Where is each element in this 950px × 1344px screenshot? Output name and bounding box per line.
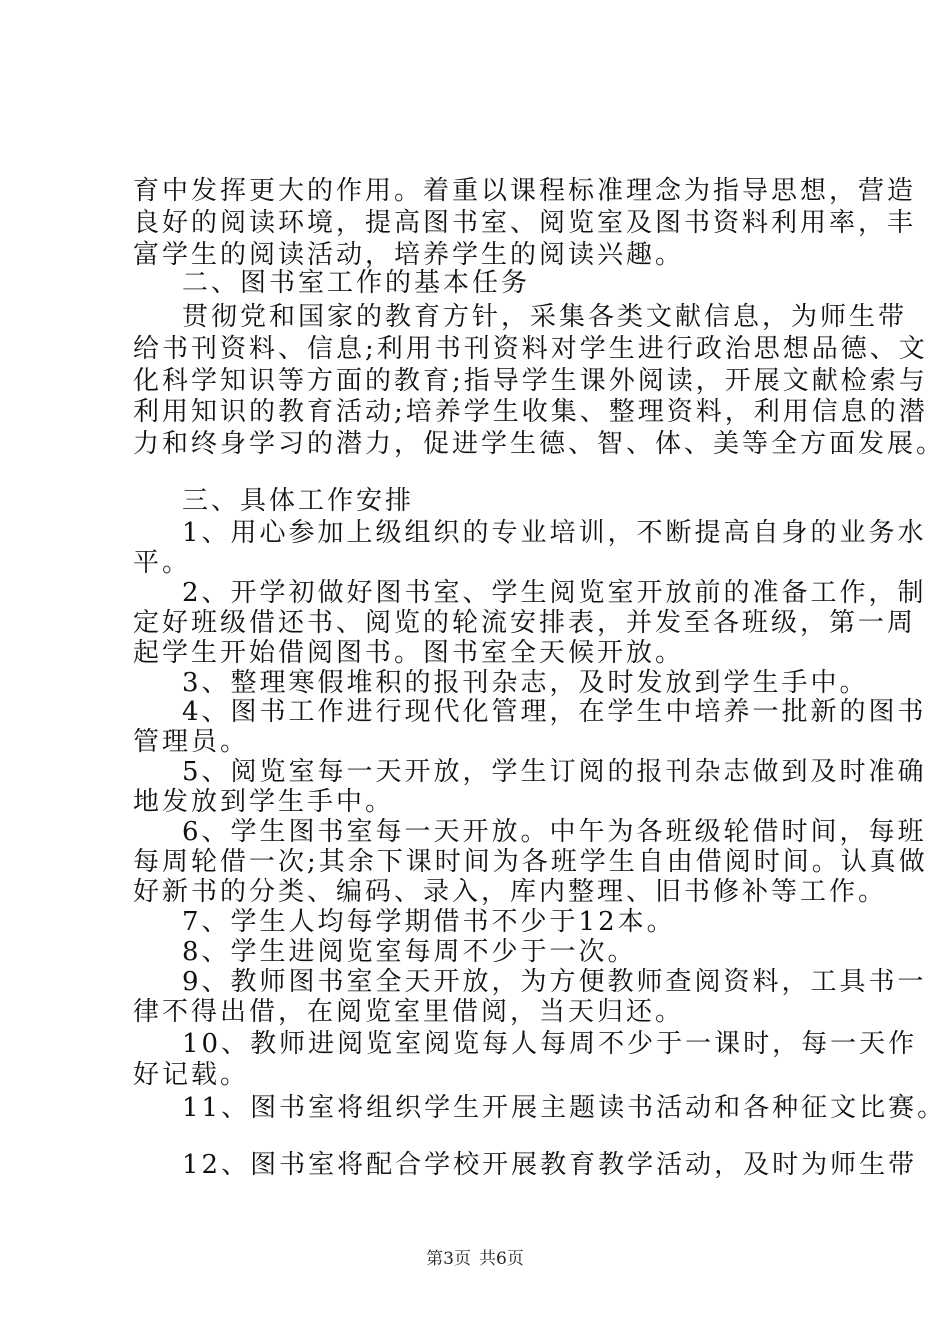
- text-line: 力和终身学习的潜力，促进学生德、智、体、美等全方面发展。: [133, 429, 946, 459]
- section-heading: 三、具体工作安排: [182, 486, 415, 516]
- text-line: 化科学知识等方面的教育;指导学生课外阅读，开展文献检索与: [133, 366, 928, 396]
- text-line: 利用知识的教育活动;培养学生收集、整理资料，利用信息的潜: [133, 397, 928, 427]
- text-line: 5、阅览室每一天开放，学生订阅的报刊杂志做到及时准确: [182, 757, 927, 787]
- text-line: 2、开学初做好图书室、学生阅览室开放前的准备工作，制: [182, 578, 927, 608]
- text-line: 好新书的分类、编码、录入，库内整理、旧书修补等工作。: [133, 877, 888, 907]
- text-line: 好记载。: [133, 1060, 250, 1090]
- text-line: 7、学生人均每学期借书不少于12本。: [182, 907, 676, 937]
- text-line: 每周轮借一次;其余下课时间为各班学生自由借阅时间。认真做: [133, 847, 928, 877]
- text-line: 管理员。: [133, 727, 250, 757]
- text-line: 律不得出借，在阅览室里借阅，当天归还。: [133, 997, 685, 1027]
- text-line: 富学生的阅读活动，培养学生的阅读兴趣。: [133, 240, 685, 270]
- text-line: 给书刊资料、信息;利用书刊资料对学生进行政治思想品德、文: [133, 334, 928, 364]
- page-number: 第3页: [426, 1249, 471, 1269]
- text-line: 起学生开始借阅图书。图书室全天候开放。: [133, 638, 685, 668]
- text-line: 3、整理寒假堆积的报刊杂志，及时发放到学生手中。: [182, 668, 869, 698]
- section-heading: 二、图书室工作的基本任务: [182, 268, 531, 298]
- text-line: 良好的阅读环境，提高图书室、阅览室及图书资料利用率，丰: [133, 208, 917, 238]
- page-total: 共6页: [479, 1249, 524, 1269]
- text-line: 贯彻党和国家的教育方针，采集各类文献信息，为师生带: [182, 302, 908, 332]
- text-line: 12、图书室将配合学校开展教育教学活动，及时为师生带: [182, 1150, 918, 1180]
- text-line: 4、图书工作进行现代化管理，在学生中培养一批新的图书: [182, 697, 927, 727]
- page-footer: [0, 1244, 950, 1269]
- text-line: 育中发挥更大的作用。着重以课程标准理念为指导思想，营造: [133, 176, 917, 206]
- text-line: 地发放到学生手中。: [133, 787, 395, 817]
- text-line: 11、图书室将组织学生开展主题读书活动和各种征文比赛。: [182, 1093, 947, 1123]
- text-line: 定好班级借还书、阅览的轮流安排表，并发至各班级，第一周: [133, 608, 917, 638]
- text-line: 平。: [133, 548, 192, 578]
- text-line: 6、学生图书室每一天开放。中午为各班级轮借时间，每班: [182, 817, 927, 847]
- text-line: 8、学生进阅览室每周不少于一次。: [182, 937, 637, 967]
- text-line: 9、教师图书室全天开放，为方便教师查阅资料，工具书一: [182, 967, 927, 997]
- text-line: 10、教师进阅览室阅览每人每周不少于一课时，每一天作: [182, 1029, 918, 1059]
- text-line: 1、用心参加上级组织的专业培训，不断提高自身的业务水: [182, 518, 927, 548]
